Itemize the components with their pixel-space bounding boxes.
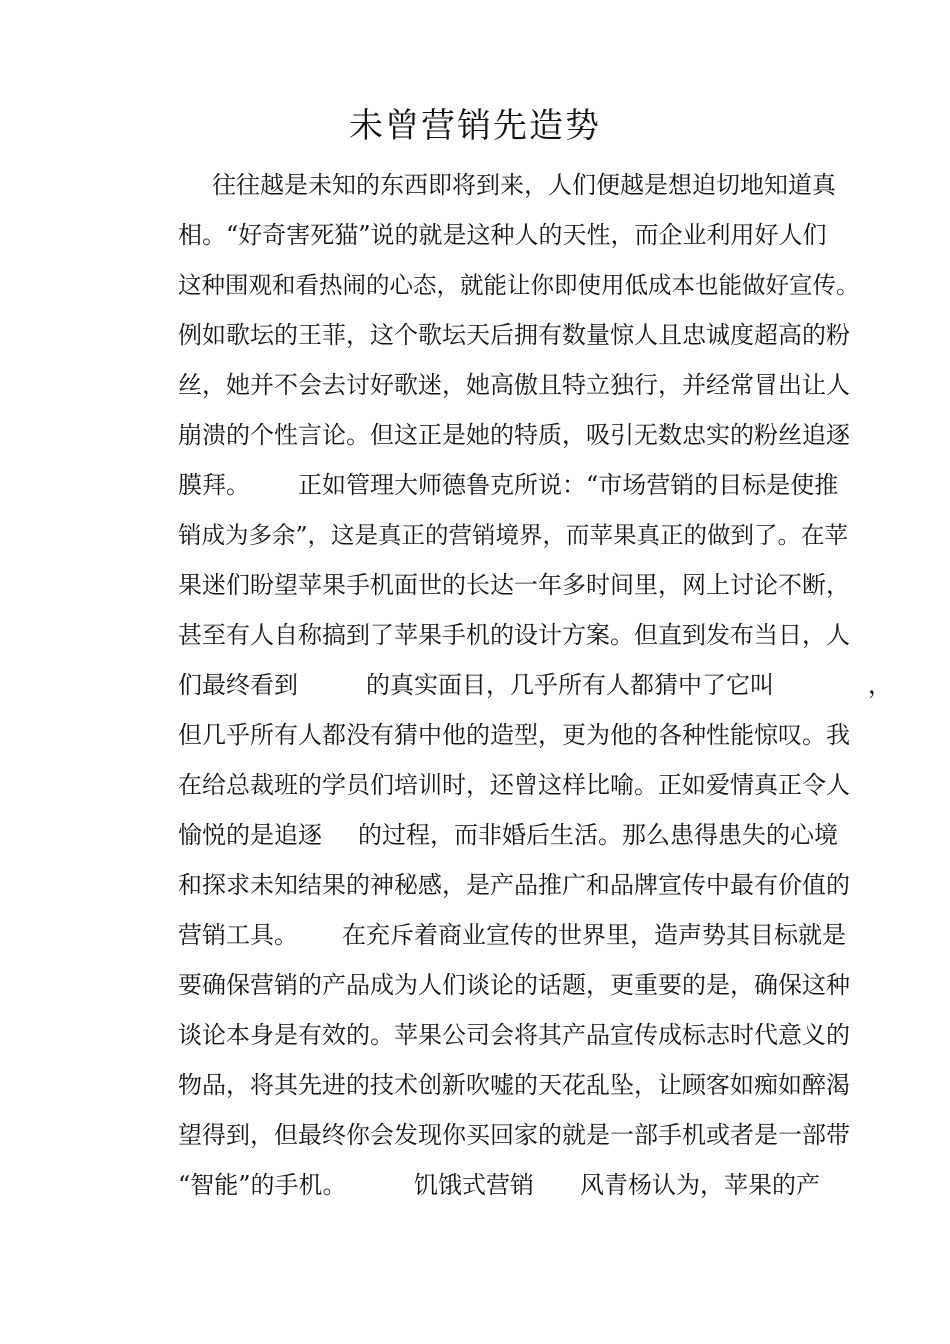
text-segment: 相。“好奇害死猫”说的就是这种人的天性，而企业利用好人们 bbox=[178, 221, 827, 249]
text-segment: 在充斥着商业宣传的世界里，造声势其目标就是 bbox=[342, 921, 846, 949]
text-segment: 膜拜。 bbox=[178, 471, 250, 499]
text-segment: ， bbox=[868, 671, 892, 699]
text-line bbox=[178, 218, 827, 252]
text-segment: 谈论本身是有效的。苹果公司会将其产品宣传成标志时代意义的 bbox=[178, 1021, 850, 1049]
text-line bbox=[178, 268, 860, 302]
text-segment: 要确保营销的产品成为人们谈论的话题，更重要的是，确保这种 bbox=[178, 971, 850, 999]
text-line bbox=[178, 1018, 850, 1052]
text-segment: 这种围观和看热闹的心态，就能让你即使用低成本也能做好宣传。 bbox=[178, 271, 860, 299]
text-line bbox=[178, 918, 846, 952]
text-segment: 果迷们盼望苹果手机面世的长达一年多时间里，网上讨论不断， bbox=[178, 571, 850, 599]
text-segment: 风青杨认为，苹果的产 bbox=[580, 1171, 820, 1199]
text-line bbox=[178, 818, 838, 852]
text-segment: 丝，她并不会去讨好歌迷，她高傲且特立独行，并经常冒出让人 bbox=[178, 371, 850, 399]
text-line bbox=[178, 318, 850, 352]
text-segment: 销成为多余”，这是真正的营销境界，而苹果真正的做到了。在苹 bbox=[178, 521, 849, 549]
text-line bbox=[178, 418, 850, 452]
text-segment: “智能”的手机。 bbox=[178, 1171, 347, 1199]
text-line bbox=[178, 668, 892, 702]
text-segment: 和探求未知结果的神秘感，是产品推广和品牌宣传中最有价值的 bbox=[178, 871, 850, 899]
text-segment: 的过程，而非婚后生活。那么患得患失的心境 bbox=[358, 821, 838, 849]
text-segment: 饥饿式营销 bbox=[414, 1171, 534, 1199]
text-line bbox=[178, 368, 850, 402]
text-segment: 甚至有人自称搞到了苹果手机的设计方案。但直到发布当日，人 bbox=[178, 621, 850, 649]
text-segment: 崩溃的个性言论。但这正是她的特质，吸引无数忠实的粉丝追逐 bbox=[178, 421, 850, 449]
document-title: 未曾营销先造势 bbox=[349, 106, 601, 146]
text-line bbox=[178, 618, 850, 652]
text-segment: 往往越是未知的东西即将到来，人们便越是想迫切地知道真 bbox=[212, 171, 836, 199]
text-segment: 例如歌坛的王菲，这个歌坛天后拥有数量惊人且忠诚度超高的粉 bbox=[178, 321, 850, 349]
text-segment: 但几乎所有人都没有猜中他的造型，更为他的各种性能惊叹。我 bbox=[178, 721, 850, 749]
text-line bbox=[178, 1168, 818, 1202]
text-segment: 的真实面目，几乎所有人都猜中了它叫 bbox=[366, 671, 774, 699]
text-line bbox=[178, 718, 850, 752]
text-line bbox=[178, 968, 850, 1002]
text-segment: 们最终看到 bbox=[178, 671, 298, 699]
text-segment: 在给总裁班的学员们培训时，还曾这样比喻。正如爱情真正令人 bbox=[178, 771, 850, 799]
text-line bbox=[178, 468, 839, 502]
text-line bbox=[178, 1068, 850, 1102]
text-line bbox=[178, 168, 836, 202]
text-line bbox=[178, 568, 850, 602]
text-segment: 营销工具。 bbox=[178, 921, 298, 949]
text-segment: 望得到，但最终你会发现你买回家的就是一部手机或者是一部带 bbox=[178, 1121, 850, 1149]
text-segment: 物品，将其先进的技术创新吹嘘的天花乱坠，让顾客如痴如醉渴 bbox=[178, 1071, 850, 1099]
text-line bbox=[178, 518, 849, 552]
text-segment: 正如管理大师德鲁克所说：“市场营销的目标是使推 bbox=[298, 471, 839, 499]
text-line bbox=[178, 868, 850, 902]
text-segment: 愉悦的是追逐 bbox=[178, 821, 322, 849]
text-line bbox=[178, 1118, 850, 1152]
text-line bbox=[178, 768, 850, 802]
